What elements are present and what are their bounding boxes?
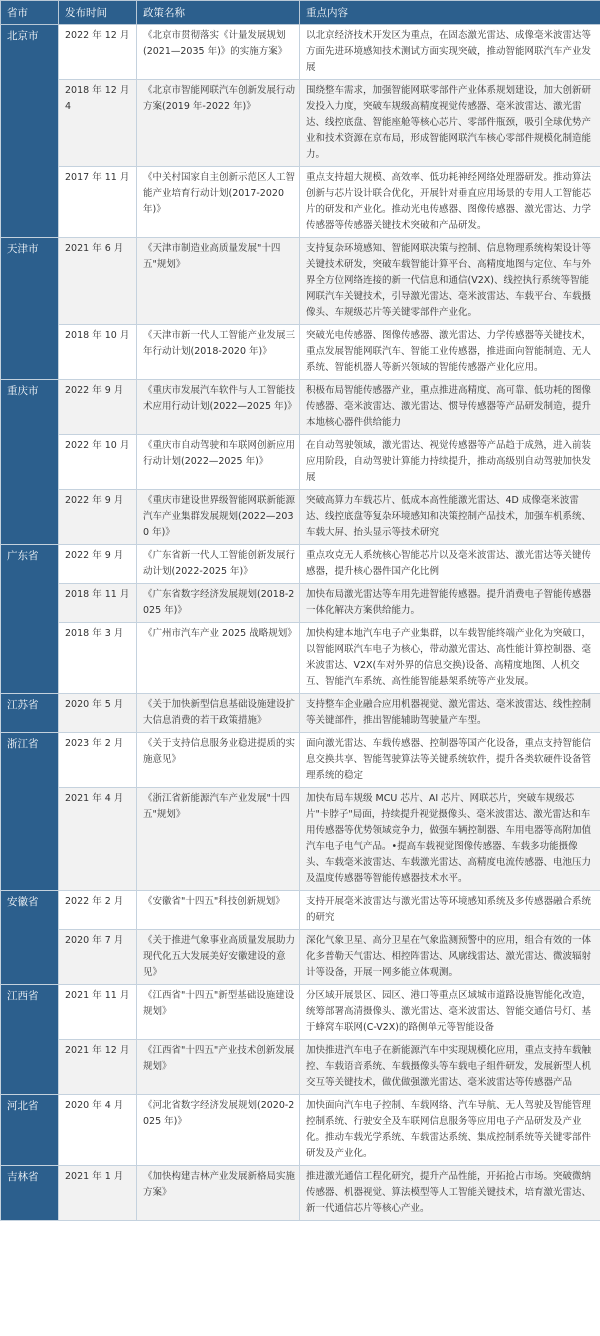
table-row bbox=[1, 891, 600, 930]
policy-cell: 《关于推进气象事业高质量发展助力现代化五大发展美好安徽建设的意见》 bbox=[137, 930, 300, 985]
date-cell: 2018 年 3 月 bbox=[59, 623, 137, 694]
policy-cell: 《重庆市发展汽车软件与人工智能技术应用行动计划(2022—2025 年)》 bbox=[137, 380, 300, 435]
date-cell: 2023 年 2 月 bbox=[59, 733, 137, 788]
header-policy: 政策名称 bbox=[137, 1, 300, 25]
province-cell: 重庆市 bbox=[1, 380, 59, 545]
table-row bbox=[1, 733, 600, 788]
date-cell: 2022 年 9 月 bbox=[59, 545, 137, 584]
province-cell: 河北省 bbox=[1, 1095, 59, 1166]
table-row bbox=[1, 694, 600, 733]
policy-cell: 《天津市制造业高质量发展"十四五"规划》 bbox=[137, 238, 300, 325]
date-cell: 2020 年 4 月 bbox=[59, 1095, 137, 1166]
province-cell: 天津市 bbox=[1, 238, 59, 380]
content-cell: 重点攻克无人系统核心智能芯片以及毫米波雷达、激光雷达等关键传感器，提升核心器件国产化比例 bbox=[300, 545, 600, 584]
table-row bbox=[1, 788, 600, 891]
policy-cell: 《广州市汽车产业 2025 战略规划》 bbox=[137, 623, 300, 694]
content-cell: 加快推进汽车电子在新能源汽车中实现规模化应用，重点支持车载触控、车载语音系统、车载摄像头等车载电子组件研发，发展新型人机交互等关键技术，做优做强激光雷达、毫米波雷达等传感器产品 bbox=[300, 1040, 600, 1095]
policy-cell: 《中关村国家自主创新示范区人工智能产业培育行动计划(2017-2020 年)》 bbox=[137, 167, 300, 238]
table-row bbox=[1, 1040, 600, 1095]
table-row bbox=[1, 1095, 600, 1166]
table-row bbox=[1, 985, 600, 1040]
policy-cell: 《江西省"十四五"产业技术创新发展规划》 bbox=[137, 1040, 300, 1095]
content-cell: 以北京经济技术开发区为重点，在固态激光雷达、成像毫米波雷达等方面先进环境感知技术测试方面实现突破，推动智能网联汽车产业发展 bbox=[300, 25, 600, 80]
table-row bbox=[1, 238, 600, 325]
province-cell: 北京市 bbox=[1, 25, 59, 238]
policy-cell: 《重庆市建设世界级智能网联新能源汽车产业集群发展规划(2022—2030 年)》 bbox=[137, 490, 300, 545]
table-row bbox=[1, 167, 600, 238]
content-cell: 积极布局智能传感器产业，重点推进高精度、高可靠、低功耗的图像传感器、毫米波雷达、激光雷达、惯导传感器等产品研发制造，提升本地核心器件供给能力 bbox=[300, 380, 600, 435]
policy-cell: 《加快构建吉林产业发展新格局实施方案》 bbox=[137, 1166, 300, 1221]
header-content: 重点内容 bbox=[300, 1, 600, 25]
content-cell: 加快面向汽车电子控制、车载网络、汽车导航、无人驾驶及智能管理控制系统、行驶安全及车联网信息服务等应用电子产品研发及产业化。推动车载光学系统、车载雷达系统、集成控制系统等关键零部件研发及产业化。 bbox=[300, 1095, 600, 1166]
date-cell: 2018 年 10 月 bbox=[59, 325, 137, 380]
policy-cell: 《河北省数字经济发展规划(2020-2025 年)》 bbox=[137, 1095, 300, 1166]
date-cell: 2022 年 9 月 bbox=[59, 380, 137, 435]
table-row bbox=[1, 1166, 600, 1221]
content-cell: 分区域开展景区、园区、港口等重点区域城市道路设施智能化改造，统筹部署高清摄像头、激光雷达、毫米波雷达、智能交通信号灯、基于蜂窝车联网(C-V2X)的路侧单元等智能设备 bbox=[300, 985, 600, 1040]
table-header-row bbox=[1, 1, 600, 25]
header-province: 省市 bbox=[1, 1, 59, 25]
table-row bbox=[1, 25, 600, 80]
header-date: 发布时间 bbox=[59, 1, 137, 25]
province-cell: 吉林省 bbox=[1, 1166, 59, 1221]
table-row bbox=[1, 80, 600, 167]
date-cell: 2022 年 9 月 bbox=[59, 490, 137, 545]
date-cell: 2018 年 12 月 4 bbox=[59, 80, 137, 167]
policy-cell: 《北京市智能网联汽车创新发展行动方案(2019 年-2022 年)》 bbox=[137, 80, 300, 167]
province-cell: 江西省 bbox=[1, 985, 59, 1095]
province-cell: 浙江省 bbox=[1, 733, 59, 891]
province-cell: 广东省 bbox=[1, 545, 59, 694]
table-row bbox=[1, 380, 600, 435]
content-cell: 围绕整车需求，加强智能网联零部件产业体系规划建设，加大创新研发投入力度，突破车规级高精度视觉传感器、毫米波雷达、激光雷达、线控底盘、智能座舱等核心芯片、零部件瓶颈，吸引全球优势产业和技术资源在京布局，形成智能网联汽车核心零部件规模化制造能力。 bbox=[300, 80, 600, 167]
content-cell: 推进激光通信工程化研究，提升产品性能，开拓抢占市场。突破微纳传感器、机器视觉、算法模型等人工智能关键技术，培育激光雷达、新一代通信芯片等核心产业。 bbox=[300, 1166, 600, 1221]
date-cell: 2022 年 10 月 bbox=[59, 435, 137, 490]
policy-cell: 《安徽省"十四五"科技创新规划》 bbox=[137, 891, 300, 930]
content-cell: 支持复杂环境感知、智能网联决策与控制、信息物理系统构架设计等关键技术研发，突破车载智能计算平台、高精度地图与定位、车与外界全方位网络连接的新一代信息和通信(V2X)、线控执行系统等智能网联汽车关键技术，引导激光雷达、毫米波雷达、车载平台、车载摄像头、车规级芯片等关键零部件产业化。 bbox=[300, 238, 600, 325]
table-row bbox=[1, 490, 600, 545]
table-row bbox=[1, 930, 600, 985]
table-row bbox=[1, 545, 600, 584]
policy-cell: 《江西省"十四五"新型基础设施建设规划》 bbox=[137, 985, 300, 1040]
date-cell: 2018 年 11 月 bbox=[59, 584, 137, 623]
province-cell: 安徽省 bbox=[1, 891, 59, 985]
content-cell: 深化气象卫星、高分卫星在气象监测预警中的应用，组合有效的一体化多普勒天气雷达、相控阵雷达、风廓线雷达、激光雷达、微波辐射计等设备，开展一网多能立体观测。 bbox=[300, 930, 600, 985]
content-cell: 突破高算力车载芯片、低成本高性能激光雷达、4D 成像毫米波雷达、线控底盘等复杂环境感知和决策控制产品技术，加强车机系统、车载大屏、抬头显示等技术研究 bbox=[300, 490, 600, 545]
date-cell: 2021 年 4 月 bbox=[59, 788, 137, 891]
table-row bbox=[1, 325, 600, 380]
policy-cell: 《浙江省新能源汽车产业发展"十四五"规划》 bbox=[137, 788, 300, 891]
content-cell: 突破光电传感器、图像传感器、激光雷达、力学传感器等关键技术，重点发展智能网联汽车、智能工业传感器，推进面向智能制造、无人系统、智能机器人等新兴领域的智能传感器产业化应用。 bbox=[300, 325, 600, 380]
date-cell: 2021 年 11 月 bbox=[59, 985, 137, 1040]
content-cell: 面向激光雷达、车载传感器、控制器等国产化设备，重点支持智能信息交换共享、智能驾驶算法等关键系统软件，提升各类软硬件设备管理系统的稳定 bbox=[300, 733, 600, 788]
table-row bbox=[1, 584, 600, 623]
date-cell: 2022 年 12 月 bbox=[59, 25, 137, 80]
policy-cell: 《重庆市自动驾驶和车联网创新应用行动计划(2022—2025 年)》 bbox=[137, 435, 300, 490]
table-row bbox=[1, 623, 600, 694]
table-row bbox=[1, 435, 600, 490]
content-cell: 加快构建本地汽车电子产业集群，以车载智能终端产业化为突破口，以智能网联汽车电子为核心，带动激光雷达、高性能计算控制器、毫米波雷达、V2X(车对外界的信息交换)设备、高精度地图、人机交互、智能汽车系统、高性能智能悬架系统等产业发展。 bbox=[300, 623, 600, 694]
content-cell: 加快布局车规级 MCU 芯片、AI 芯片、网联芯片，突破车规级芯片"卡脖子"局面，持续提升视觉摄像头、毫米波雷达、激光雷达和车用传感器等优势领域竞争力，做强车辆控制器、车用电器等高附加值汽车电子电气产品。•提高车载视觉图像传感器、车载多功能摄像头、车载毫米波雷达、车载激光雷达、高精度电流传感器、电池压力及温度传感器等智能传感器技术水平。 bbox=[300, 788, 600, 891]
date-cell: 2020 年 5 月 bbox=[59, 694, 137, 733]
content-cell: 重点支持超大规模、高效率、低功耗神经网络处理器研发。推动算法创新与芯片设计联合优化，开展针对垂直应用场景的专用人工智能芯片的研发和产业化。推动光电传感器、图像传感器、激光雷达、力学传感器等传感器关键技术突破和产品研发。 bbox=[300, 167, 600, 238]
content-cell: 支持开展毫米波雷达与激光雷达等环境感知系统及多传感器融合系统的研究 bbox=[300, 891, 600, 930]
policy-cell: 《关于支持信息服务业稳进提质的实施意见》 bbox=[137, 733, 300, 788]
date-cell: 2020 年 7 月 bbox=[59, 930, 137, 985]
province-cell: 江苏省 bbox=[1, 694, 59, 733]
policy-cell: 《广东省新一代人工智能创新发展行动计划(2022-2025 年)》 bbox=[137, 545, 300, 584]
date-cell: 2021 年 1 月 bbox=[59, 1166, 137, 1221]
policy-cell: 《北京市贯彻落实《计量发展规划(2021—2035 年)》的实施方案》 bbox=[137, 25, 300, 80]
date-cell: 2022 年 2 月 bbox=[59, 891, 137, 930]
policy-cell: 《广东省数字经济发展规划(2018-2025 年)》 bbox=[137, 584, 300, 623]
date-cell: 2021 年 6 月 bbox=[59, 238, 137, 325]
policy-cell: 《关于加快新型信息基础设施建设扩大信息消费的若干政策措施》 bbox=[137, 694, 300, 733]
content-cell: 在自动驾驶领域，激光雷达、视觉传感器等产品趋于成熟，进入前装应用阶段，自动驾驶计算能力持续提升，推动高级别自动驾驶加快发展 bbox=[300, 435, 600, 490]
date-cell: 2021 年 12 月 bbox=[59, 1040, 137, 1095]
policy-cell: 《天津市新一代人工智能产业发展三年行动计划(2018-2020 年)》 bbox=[137, 325, 300, 380]
date-cell: 2017 年 11 月 bbox=[59, 167, 137, 238]
content-cell: 支持整车企业融合应用机器视觉、激光雷达、毫米波雷达、线性控制等关键部件，推出智能辅助驾驶量产车型。 bbox=[300, 694, 600, 733]
content-cell: 加快布局激光雷达等车用先进智能传感器。提升消费电子智能传感器一体化解决方案供给能力。 bbox=[300, 584, 600, 623]
